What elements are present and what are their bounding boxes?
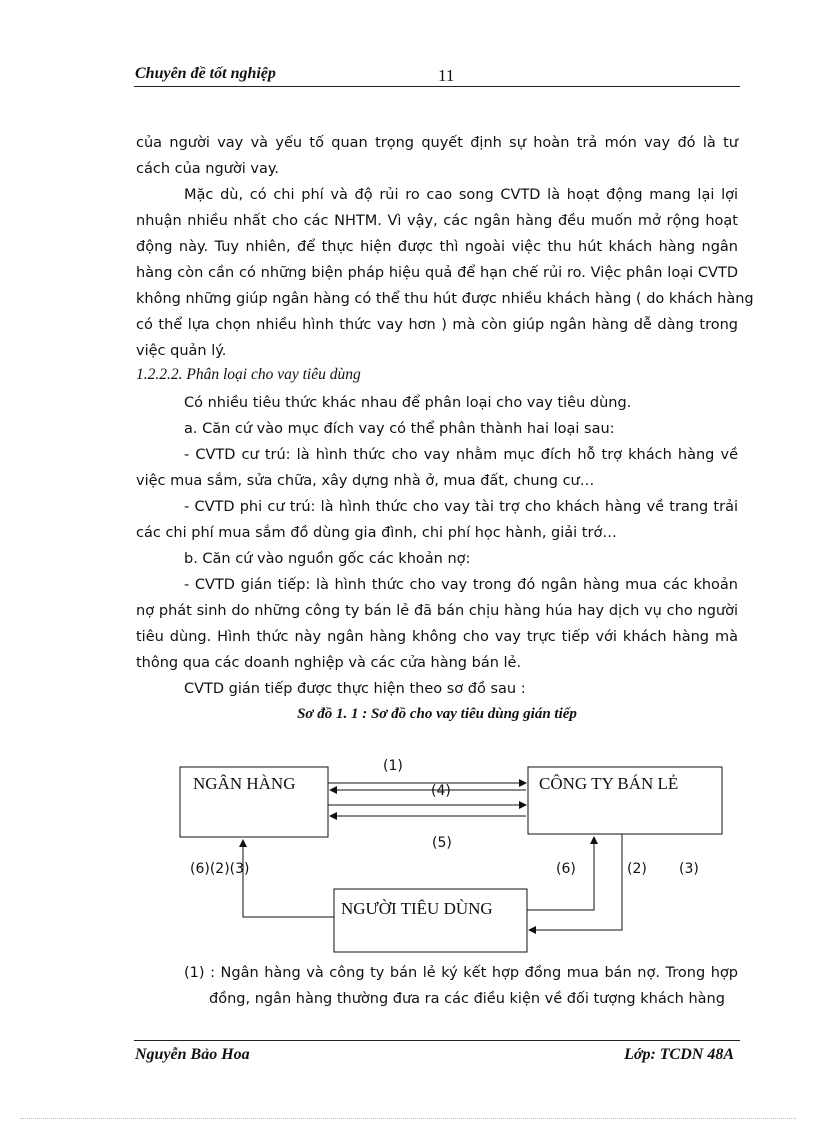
- text-line: a. Căn cứ vào mục đích vay có thể phân thành hai loại sau:: [184, 421, 615, 437]
- text-line: Có nhiều tiêu thức khác nhau để phân loại cho vay tiêu dùng.: [184, 395, 632, 411]
- text-line: đồng, ngân hàng thường đưa ra các điều kiện về đối tượng khách hàng: [209, 991, 725, 1007]
- author-name: Nguyễn Bảo Hoa: [135, 1046, 250, 1063]
- text-line: của người vay và yếu tố quan trọng quyết định sự hoàn trả món vay đó là tư: [136, 135, 738, 151]
- text-line: - CVTD phi cư trú: là hình thức cho vay tài trợ cho khách hàng về trang trải: [184, 499, 738, 515]
- diagram-caption: Sơ đồ 1. 1 : Sơ đồ cho vay tiêu dùng gián tiếp: [297, 706, 577, 722]
- text-line: nhuận nhiều nhất cho các NHTM. Vì vậy, các ngân hàng đều muốn mở rộng hoạt: [136, 213, 738, 229]
- class-name: Lớp: TCDN 48A: [624, 1046, 734, 1063]
- text-line: tiêu dùng. Hình thức này ngân hàng không cho vay trực tiếp với khách hàng mà: [136, 629, 738, 645]
- text-line: - CVTD cư trú: là hình thức cho vay nhằm mục đích hỗ trợ khách hàng về: [184, 447, 738, 463]
- arrow-retailer-to-consumer: [529, 834, 622, 930]
- flow-label-623: (6)(2)(3): [190, 861, 250, 877]
- text-line: CVTD gián tiếp được thực hiện theo sơ đồ sau :: [184, 681, 526, 697]
- consumer-label: NGƯỜI TIÊU DÙNG: [341, 899, 493, 918]
- flow-label-1: (1): [383, 758, 403, 774]
- page-footer: [134, 1040, 740, 1067]
- text-line: - CVTD gián tiếp: là hình thức cho vay trong đó ngân hàng mua các khoản: [184, 577, 738, 593]
- text-line: hàng còn cần có những biện pháp hiệu quả để hạn chế rủi ro. Việc phân loại CVTD: [136, 265, 738, 281]
- text-line: không những giúp ngân hàng có thể thu hút được nhiều khách hàng ( do khách hàng: [136, 291, 754, 307]
- section-heading: 1.2.2.2. Phân loại cho vay tiêu dùng: [136, 366, 361, 383]
- text-line: có thể lựa chọn nhiều hình thức vay hơn ) mà còn giúp ngân hàng dễ dàng trong: [136, 317, 738, 333]
- document-title: Chuyên đề tốt nghiệp: [135, 65, 276, 82]
- text-line: b. Căn cứ vào nguồn gốc các khoản nợ:: [184, 551, 471, 567]
- text-line: (1) : Ngân hàng và công ty bán lẻ ký kết hợp đồng mua bán nợ. Trong hợp: [184, 965, 738, 981]
- flow-label-6: (6): [556, 861, 576, 877]
- text-line: thông qua các doanh nghiệp và các cửa hàng bán lẻ.: [136, 655, 522, 671]
- flow-label-2: (2): [627, 861, 647, 877]
- page-edge-divider: [20, 1118, 796, 1119]
- text-line: việc quản lý.: [136, 343, 227, 359]
- text-line: việc mua sắm, sửa chữa, xây dựng nhà ở, mua đất, chung cư…: [136, 473, 595, 489]
- flow-label-4: (4): [431, 783, 451, 799]
- arrow-consumer-to-bank: [243, 840, 334, 917]
- text-line: các chi phí mua sắm đồ dùng gia đình, chi phí học hành, giải trớ…: [136, 525, 617, 541]
- bank-label: NGÂN HÀNG: [193, 774, 296, 793]
- retailer-label: CÔNG TY BÁN LẺ: [539, 774, 679, 793]
- flow-label-3: (3): [679, 861, 699, 877]
- text-line: nợ phát sinh do những công ty bán lẻ đã bán chịu hàng húa hay dịch vụ cho người: [136, 603, 738, 619]
- page-number: 11: [438, 66, 455, 85]
- text-line: cách của người vay.: [136, 161, 279, 177]
- text-line: Mặc dù, có chi phí và độ rủi ro cao song CVTD là hoạt động mang lại lợi: [184, 187, 738, 203]
- flow-label-5: (5): [432, 835, 452, 851]
- text-line: động này. Tuy nhiên, để thực hiện được thì ngoài việc thu hút khách hàng ngân: [136, 239, 738, 255]
